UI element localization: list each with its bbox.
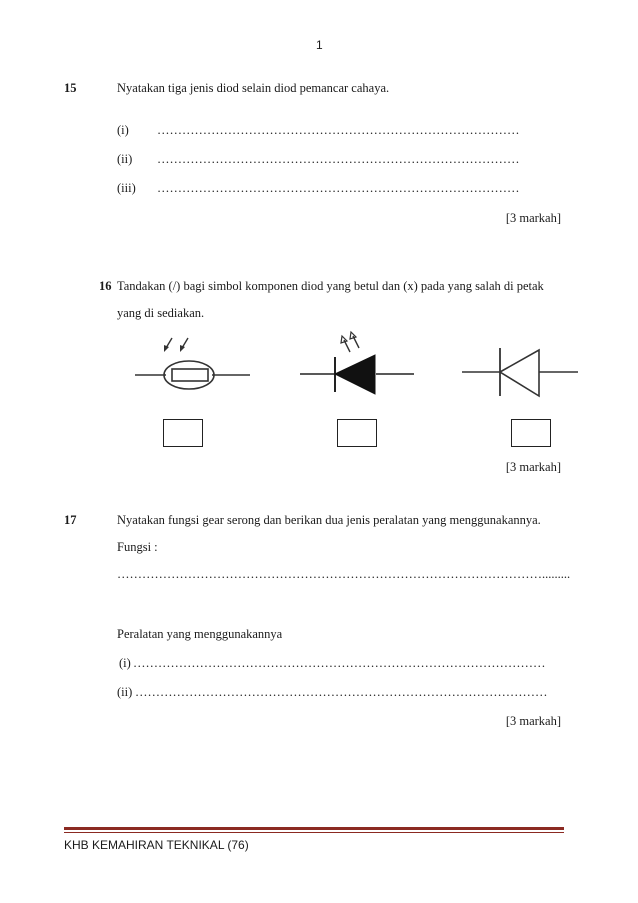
q17-function-answer-line: …………………………………………………………………………………………......... [117,567,571,581]
q17-answer-line-1: ……………………………………………………………………………………… [133,656,546,670]
answer-box-3[interactable] [511,419,551,447]
q15-marks: [3 markah] [505,211,561,225]
q17-function-label: Fungsi : [117,540,158,554]
q16-marks: [3 markah] [505,460,561,474]
q17-answer-line-2: ……………………………………………………………………………………… [135,685,548,699]
q17-item-label-2: (ii) [117,685,133,699]
q17-item-label-1: (i) [119,656,131,670]
q17-text: Nyatakan fungsi gear serong dan berikan dua jenis peralatan yang menggunakannya. [117,513,541,527]
q16-number: 16 [99,279,112,293]
diode-symbol-1 [130,330,255,400]
page-number: 1 [316,38,323,52]
q15-answer-line-1: …………………………………………………………………………… [157,123,520,137]
footer-text: KHB KEMAHIRAN TEKNIKAL (76) [64,838,249,852]
q15-text: Nyatakan tiga jenis diod selain diod pemancar cahaya. [117,81,390,95]
q15-number: 15 [64,81,77,95]
q17-marks: [3 markah] [505,714,561,728]
q15-answer-line-3: …………………………………………………………………………… [157,181,520,195]
q17-equipment-label: Peralatan yang menggunakannya [117,627,283,641]
footer-rule-thick [64,827,564,830]
q15-item-label-1: (i) [117,123,129,137]
q16-text-line1: Tandakan (/) bagi simbol komponen diod yang betul dan (x) pada yang salah di petak [117,279,544,293]
footer-rule-thin [64,832,564,833]
q15-answer-line-2: …………………………………………………………………………… [157,152,520,166]
answer-box-1[interactable] [163,419,203,447]
q15-item-label-2: (ii) [117,152,133,166]
q15-item-label-3: (iii) [117,181,136,195]
q17-number: 17 [64,513,77,527]
diode-symbol-3 [462,340,580,402]
diode-symbol-2 [298,330,418,410]
answer-box-2[interactable] [337,419,377,447]
q16-text-line2: yang di sediakan. [117,306,205,320]
